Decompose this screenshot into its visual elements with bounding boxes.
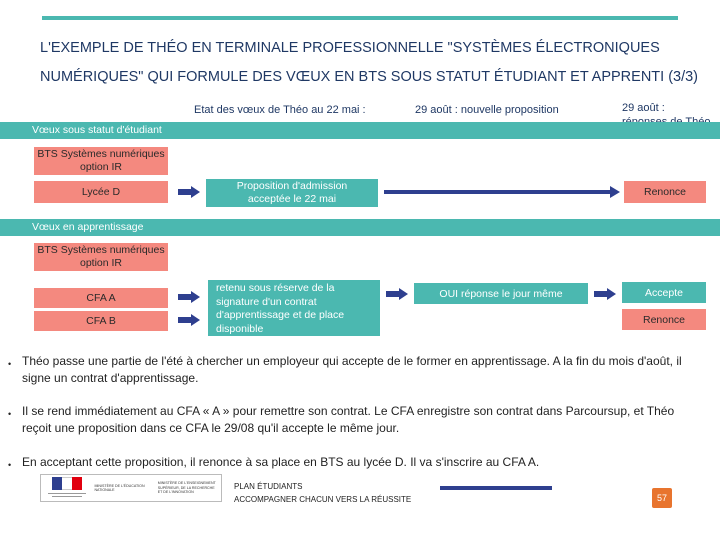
section-voeux-etudiant: Vœux sous statut d'étudiant (0, 122, 720, 139)
oui-reponse-box: OUI réponse le jour même (414, 283, 588, 304)
bullet-2-text: Il se rend immédiatement au CFA « A » pour remettre son contrat. Le CFA enregistre son contrat dans Parcoursup, et Théo reçoit une proposition dans ce CFA le 29/08 qu'il accepte le même jour. (22, 404, 675, 435)
bts-apprentissage-line1: BTS Systèmes numériques (37, 244, 165, 256)
section-voeux-apprentissage: Vœux en apprentissage (0, 219, 720, 236)
renonce-box-2: Renonce (622, 309, 706, 330)
arrow-right-icon (386, 288, 408, 300)
retenu-line2: signature d'un contrat (216, 295, 317, 308)
accepte-box: Accepte (622, 282, 706, 303)
bullet-1-text: Théo passe une partie de l'été à chercher un employeur qui accepte de le former en apprentissage. A la fin du mois d'août, il signe un contrat d'apprentissage. (22, 354, 682, 385)
bullet-2 (8, 403, 698, 437)
ministry-logo (40, 474, 222, 502)
long-arrow-icon (384, 186, 620, 198)
arrow-right-icon (178, 314, 200, 326)
retenu-sous-reserve-box (208, 280, 380, 336)
proposition-admission-box (206, 179, 378, 207)
top-accent-bar (42, 16, 678, 20)
bullet-3-text: En acceptant cette proposition, il renonce à sa place en BTS au lycée D. Il va s'inscrire au CFA A. (22, 455, 540, 469)
footer-line-2: ACCOMPAGNER CHACUN VERS LA RÉUSSITE (234, 495, 412, 504)
bullet-3 (8, 454, 698, 474)
title-line-1: L'EXEMPLE DE THÉO EN TERMINALE PROFESSIONNELLE "SYSTÈMES ÉLECTRONIQUES (40, 40, 660, 56)
logo-text-2: MINISTÈRE DE L'ENSEIGNEMENT SUPÉRIEUR, DE LA RECHERCHE ET DE L'INNOVATION (157, 481, 216, 495)
header-aout-proposition: 29 août : nouvelle proposition (415, 104, 559, 116)
header-aout-reponses-line1: 29 août : (622, 102, 665, 114)
marianne-logo-icon (43, 477, 90, 499)
page-title (40, 34, 710, 92)
proposition-admission-line2: acceptée le 22 mai (247, 193, 337, 205)
cfa-a-box: CFA A (34, 288, 168, 308)
renonce-box-1: Renonce (624, 181, 706, 203)
footer-accent-bar (440, 486, 552, 490)
retenu-line3: d'apprentissage et de place (216, 309, 345, 321)
bullet-dot-icon: • (8, 460, 12, 470)
arrow-right-icon (178, 291, 200, 303)
bts-etudiant-box (34, 147, 168, 175)
bts-apprentissage-box (34, 243, 168, 271)
logo-text-1: MINISTÈRE DE L'ÉDUCATION NATIONALE (94, 483, 145, 492)
proposition-admission-line1: Proposition d'admission (236, 180, 348, 192)
page-number-badge: 57 (652, 488, 672, 508)
bullet-dot-icon: • (8, 409, 12, 419)
title-line-2: NUMÉRIQUES" QUI FORMULE DES VŒUX EN BTS SOUS STATUT ÉTUDIANT ET APPRENTI (3/3) (40, 69, 699, 85)
header-etat: Etat des vœux de Théo au 22 mai : (194, 104, 366, 116)
arrow-right-icon (594, 288, 616, 300)
bts-etudiant-line2: option IR (79, 161, 123, 173)
bullet-dot-icon: • (8, 359, 12, 369)
arrow-right-icon (178, 186, 200, 198)
bullet-1 (8, 353, 698, 387)
bts-apprentissage-line2: option IR (79, 257, 123, 269)
lycee-d-box: Lycée D (34, 181, 168, 203)
retenu-line4: disponible (216, 322, 264, 335)
bts-etudiant-line1: BTS Systèmes numériques (37, 148, 165, 160)
retenu-line1: retenu sous réserve de la (216, 282, 335, 294)
footer-line-1: PLAN ÉTUDIANTS (234, 482, 303, 491)
cfa-b-box: CFA B (34, 311, 168, 331)
